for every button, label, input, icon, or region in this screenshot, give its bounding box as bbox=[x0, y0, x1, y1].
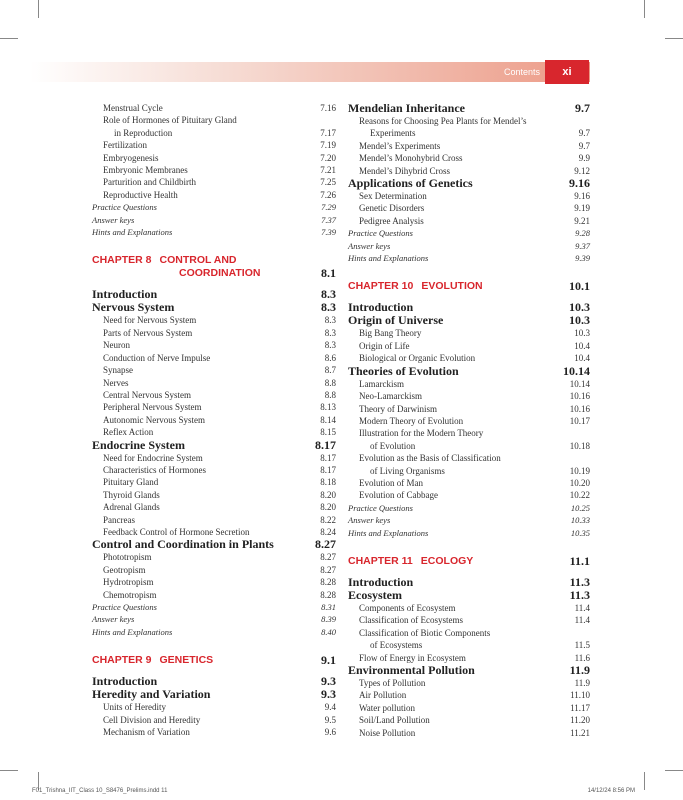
toc-entry-title: Neo-Lamarckism bbox=[359, 391, 422, 402]
toc-entry bbox=[348, 627, 590, 639]
toc-page-number: 7.16 bbox=[320, 103, 336, 113]
toc-chapter-heading bbox=[92, 267, 336, 280]
toc-page-number: 7.26 bbox=[320, 189, 336, 200]
toc-entry-title: Soil/Land Pollution bbox=[359, 715, 430, 726]
toc-page-number: 9.7 bbox=[578, 140, 590, 151]
toc-page-number: 11.3 bbox=[569, 574, 590, 589]
toc-entry-title: Mendel’s Dihybrid Cross bbox=[359, 165, 450, 176]
toc-entry-title: Answer keys bbox=[348, 515, 391, 526]
toc-entry-title: Big Bang Theory bbox=[359, 328, 422, 339]
toc-section-heading bbox=[348, 664, 590, 677]
toc-page-number: 10.19 bbox=[569, 465, 590, 476]
toc-entry-title: Characteristics of Hormones bbox=[103, 464, 206, 475]
toc-page-number: 10.18 bbox=[569, 440, 590, 451]
toc-page-number: 8.8 bbox=[324, 377, 336, 388]
toc-entry bbox=[92, 726, 336, 738]
toc-entry-title: Fertilization bbox=[103, 140, 147, 151]
toc-page-number: 7.20 bbox=[320, 152, 336, 163]
toc-page-number: 11.3 bbox=[569, 587, 590, 602]
toc-entry bbox=[92, 114, 336, 126]
toc-page-number: 11.20 bbox=[570, 715, 590, 726]
page-number: xi bbox=[545, 60, 589, 84]
toc-back-matter-entry bbox=[92, 201, 336, 213]
toc-entry-title: Introduction bbox=[348, 300, 414, 315]
footer-file-info: F01_Trishna_IIT_Class 10_S8476_Prelims.indd 11 bbox=[32, 788, 168, 794]
toc-entry-title: Evolution of Man bbox=[359, 477, 423, 488]
toc-back-matter-entry bbox=[92, 626, 336, 638]
toc-section-heading bbox=[348, 589, 590, 602]
toc-entry-title: Practice Questions bbox=[348, 228, 413, 239]
toc-entry bbox=[348, 639, 590, 651]
toc-back-matter-entry bbox=[348, 502, 590, 514]
toc-entry bbox=[348, 440, 590, 452]
toc-entry bbox=[92, 476, 336, 488]
toc-page-number: 9.4 bbox=[324, 702, 336, 713]
toc-entry bbox=[348, 140, 590, 152]
toc-entry-title: Practice Questions bbox=[348, 502, 413, 513]
spacer bbox=[92, 238, 336, 254]
toc-page-number: 8.3 bbox=[324, 340, 336, 351]
toc-chapter-heading bbox=[348, 555, 590, 568]
toc-entry-title: Components of Ecosystem bbox=[359, 602, 456, 613]
toc-entry bbox=[348, 352, 590, 364]
toc-section-heading bbox=[348, 365, 590, 378]
toc-page-number: 8.3 bbox=[321, 287, 336, 302]
toc-page-number: 11.10 bbox=[570, 690, 590, 701]
toc-entry bbox=[92, 364, 336, 376]
toc-entry bbox=[92, 164, 336, 176]
chapter-title: GENETICS bbox=[159, 654, 214, 667]
toc-entry-title: Need for Nervous System bbox=[103, 315, 197, 326]
toc-page-number: 11.17 bbox=[570, 702, 590, 713]
toc-page-number: 9.16 bbox=[569, 176, 590, 191]
toc-entry-title: Hints and Explanations bbox=[92, 626, 173, 637]
toc-entry-title: of Evolution bbox=[370, 440, 416, 451]
toc-entry bbox=[348, 702, 590, 714]
toc-page-number: 9.16 bbox=[574, 191, 590, 202]
toc-entry bbox=[92, 426, 336, 438]
toc-entry bbox=[348, 202, 590, 214]
toc-entry bbox=[92, 452, 336, 464]
toc-entry-title: Need for Endocrine System bbox=[103, 452, 203, 463]
toc-entry-title: of Living Organisms bbox=[370, 465, 445, 476]
toc-page-number: 8.17 bbox=[315, 437, 336, 452]
toc-entry-title: Origin of Life bbox=[359, 340, 410, 351]
toc-page-number: 10.17 bbox=[569, 415, 590, 426]
toc-entry-title: Role of Hormones of Pituitary Gland bbox=[103, 115, 237, 126]
toc-page-number: 10.14 bbox=[563, 363, 590, 378]
toc-chapter-heading bbox=[92, 654, 336, 667]
chapter-number: CHAPTER 10 bbox=[348, 280, 414, 293]
toc-page-number: 9.21 bbox=[574, 215, 590, 226]
toc-page-number: 8.39 bbox=[321, 614, 336, 625]
toc-page-number: 8.28 bbox=[320, 577, 336, 588]
toc-page-number: 11.1 bbox=[569, 553, 590, 568]
chapter-title: CONTROL AND bbox=[159, 254, 237, 267]
toc-back-matter-entry bbox=[348, 240, 590, 252]
toc-page-number: 9.19 bbox=[574, 203, 590, 214]
toc-page-number: 10.22 bbox=[569, 490, 590, 501]
toc-entry-title: Pituitary Gland bbox=[103, 477, 159, 488]
toc-entry-title: Introduction bbox=[348, 574, 414, 589]
toc-page-number: 10.35 bbox=[570, 527, 590, 538]
toc-entry-title: Autonomic Nervous System bbox=[103, 414, 205, 425]
toc-entry-title: Hydrotropism bbox=[103, 577, 154, 588]
toc-entry-title: Hints and Explanations bbox=[92, 227, 173, 238]
toc-page-number: 8.6 bbox=[324, 352, 336, 363]
toc-page-number: 8.27 bbox=[315, 537, 336, 552]
toc-entry-title: Synapse bbox=[103, 365, 133, 376]
toc-entry bbox=[92, 401, 336, 413]
toc-entry-title: Introduction bbox=[92, 674, 158, 689]
toc-back-matter-entry bbox=[92, 613, 336, 625]
toc-page-number: 9.3 bbox=[321, 674, 336, 689]
toc-entry bbox=[92, 127, 336, 139]
crop-mark bbox=[0, 38, 18, 39]
toc-entry bbox=[92, 327, 336, 339]
toc-section-heading bbox=[348, 102, 590, 115]
crop-mark bbox=[665, 38, 683, 39]
toc-page-number: 10.4 bbox=[574, 353, 590, 364]
toc-entry bbox=[348, 427, 590, 439]
toc-entry-title: Evolution of Cabbage bbox=[359, 490, 438, 501]
toc-page-number: 10.1 bbox=[569, 279, 590, 294]
chapter-number: CHAPTER 11 bbox=[348, 554, 413, 567]
toc-entry-title: Environmental Pollution bbox=[348, 663, 475, 677]
toc-page-number: 11.4 bbox=[574, 602, 590, 613]
toc-entry-title: Practice Questions bbox=[92, 602, 157, 612]
toc-entry-title: Origin of Universe bbox=[348, 313, 444, 328]
toc-entry-title: Experiments bbox=[370, 128, 416, 139]
toc-entry bbox=[348, 689, 590, 701]
toc-page-number: 9.37 bbox=[575, 240, 590, 251]
toc-left-column bbox=[92, 102, 336, 738]
crop-mark bbox=[0, 770, 18, 771]
toc-section-heading bbox=[92, 688, 336, 701]
toc-entry-title: Modern Theory of Evolution bbox=[359, 415, 464, 426]
toc-entry-title: Central Nervous System bbox=[103, 389, 191, 400]
toc-page-number: 9.3 bbox=[321, 687, 336, 702]
toc-page-number: 10.33 bbox=[570, 515, 590, 526]
chapter-number: CHAPTER 8 bbox=[92, 254, 152, 267]
toc-page-number: 8.27 bbox=[320, 552, 336, 563]
toc-entry bbox=[92, 189, 336, 201]
toc-entry-title: Hints and Explanations bbox=[348, 527, 429, 538]
toc-page-number: 8.13 bbox=[320, 402, 336, 413]
toc-page-number: 8.31 bbox=[321, 602, 336, 612]
toc-entry bbox=[348, 714, 590, 726]
toc-section-heading bbox=[348, 177, 590, 190]
toc-page-number: 8.18 bbox=[320, 477, 336, 488]
toc-entry-title: Applications of Genetics bbox=[348, 176, 473, 191]
toc-entry-title: Pedigree Analysis bbox=[359, 215, 424, 226]
toc-entry bbox=[348, 152, 590, 164]
crop-mark bbox=[38, 0, 39, 18]
toc-page-number: 8.8 bbox=[324, 389, 336, 400]
toc-page-number: 9.7 bbox=[578, 128, 590, 139]
chapter-number: CHAPTER 9 bbox=[92, 654, 152, 667]
toc-page-number: 7.19 bbox=[320, 140, 336, 151]
toc-entry bbox=[92, 152, 336, 164]
toc-entry bbox=[348, 415, 590, 427]
toc-entry-title bbox=[92, 267, 315, 280]
toc-page-number: 8.27 bbox=[320, 564, 336, 575]
toc-back-matter-entry bbox=[92, 214, 336, 226]
toc-page-number: 7.21 bbox=[320, 165, 336, 176]
toc-page-number: 10.16 bbox=[569, 391, 590, 402]
toc-entry bbox=[92, 339, 336, 351]
toc-entry-title: Endocrine System bbox=[92, 437, 185, 452]
toc-entry bbox=[92, 352, 336, 364]
toc-entry bbox=[92, 464, 336, 476]
toc-page-number: 10.3 bbox=[569, 313, 590, 328]
toc-entry-title: Control and Coordination in Plants bbox=[92, 537, 274, 552]
toc-page-number: 8.28 bbox=[320, 589, 336, 600]
toc-entry-title: Nervous System bbox=[92, 300, 175, 315]
toc-entry-title: Sex Determination bbox=[359, 191, 427, 202]
toc-entry-title: Mechanism of Variation bbox=[103, 727, 190, 738]
toc-entry bbox=[92, 414, 336, 426]
toc-page-number: 8.20 bbox=[320, 502, 336, 513]
toc-page-number: 9.6 bbox=[324, 727, 336, 738]
toc-entry-title: Biological or Organic Evolution bbox=[359, 353, 476, 364]
toc-section-heading bbox=[92, 538, 336, 551]
toc-entry bbox=[348, 465, 590, 477]
toc-entry-title: Reflex Action bbox=[103, 427, 154, 438]
toc-entry-title: Heredity and Variation bbox=[92, 687, 211, 702]
toc-page-number: 9.1 bbox=[321, 653, 336, 668]
toc-page-number: 7.25 bbox=[320, 177, 336, 188]
toc-entry bbox=[92, 514, 336, 526]
toc-entry-title: Reproductive Health bbox=[103, 189, 178, 200]
toc-entry-title: Neuron bbox=[103, 340, 130, 351]
toc-entry bbox=[348, 403, 590, 415]
toc-entry-title: in Reproduction bbox=[114, 127, 173, 138]
toc-page-number: 8.22 bbox=[320, 514, 336, 525]
toc-entry bbox=[348, 602, 590, 614]
toc-entry bbox=[348, 390, 590, 402]
toc-entry bbox=[92, 564, 336, 576]
toc-entry bbox=[92, 489, 336, 501]
toc-entry bbox=[92, 176, 336, 188]
toc-entry-title: Embryogenesis bbox=[103, 152, 159, 163]
toc-entry-title: Reasons for Choosing Pea Plants for Mendel’s bbox=[359, 116, 527, 126]
spacer bbox=[348, 264, 590, 280]
toc-entry bbox=[348, 489, 590, 501]
toc-entry-title: Classification of Ecosystems bbox=[359, 615, 463, 626]
toc-entry-title: Theory of Darwinism bbox=[359, 403, 437, 414]
toc-entry-title: Nerves bbox=[103, 377, 129, 388]
toc-page-number: 10.25 bbox=[570, 502, 590, 513]
toc-page-number: 8.7 bbox=[324, 365, 336, 376]
toc-entry-title: Adrenal Glands bbox=[103, 502, 160, 513]
toc-back-matter-entry bbox=[92, 601, 336, 613]
toc-entry bbox=[92, 389, 336, 401]
toc-section-heading bbox=[92, 439, 336, 452]
toc-entry-title: of Ecosystems bbox=[370, 640, 423, 651]
toc-page-number: 8.3 bbox=[324, 327, 336, 338]
toc-chapter-heading bbox=[348, 280, 590, 293]
toc-entry bbox=[348, 677, 590, 689]
toc-entry bbox=[348, 452, 590, 464]
toc-entry bbox=[348, 378, 590, 390]
toc-page-number: 10.3 bbox=[569, 300, 590, 315]
toc-entry bbox=[92, 551, 336, 563]
toc-entry-title: Mendel’s Experiments bbox=[359, 140, 441, 151]
toc-entry-title: Classification of Biotic Components bbox=[359, 627, 491, 638]
toc-page-number: 11.6 bbox=[574, 652, 590, 663]
toc-back-matter-entry bbox=[348, 227, 590, 239]
spacer bbox=[348, 539, 590, 555]
toc-back-matter-entry bbox=[348, 252, 590, 264]
toc-page-number: 7.37 bbox=[321, 214, 336, 225]
toc-entry-title: Answer keys bbox=[92, 614, 135, 625]
toc-section-heading bbox=[348, 314, 590, 327]
toc-entry-title bbox=[348, 280, 563, 293]
chapter-title: EVOLUTION bbox=[421, 280, 483, 293]
toc-entry-title: Introduction bbox=[92, 287, 158, 302]
toc-entry bbox=[92, 501, 336, 513]
toc-entry bbox=[348, 340, 590, 352]
toc-entry-title: Genetic Disorders bbox=[359, 203, 425, 214]
toc-entry-title: Menstrual Cycle bbox=[103, 103, 163, 113]
toc-entry-title bbox=[348, 555, 564, 568]
toc-back-matter-entry bbox=[92, 226, 336, 238]
toc-entry-title: Evolution as the Basis of Classification bbox=[359, 453, 501, 464]
toc-entry-title: Types of Pollution bbox=[359, 678, 426, 688]
toc-chapter-heading bbox=[92, 254, 336, 267]
toc-page-number: 8.40 bbox=[321, 626, 336, 637]
toc-page-number: 9.12 bbox=[574, 165, 590, 176]
crop-mark bbox=[644, 0, 645, 18]
toc-page-number: 7.29 bbox=[321, 202, 336, 213]
toc-page-number: 11.9 bbox=[574, 678, 590, 688]
toc-page-number: 9.9 bbox=[578, 153, 590, 164]
toc-entry-title bbox=[92, 254, 330, 267]
crop-mark bbox=[665, 770, 683, 771]
toc-entry-title: Cell Division and Heredity bbox=[103, 714, 201, 725]
toc-entry-title: Water pollution bbox=[359, 702, 416, 713]
toc-entry-title: Lamarckism bbox=[359, 378, 404, 389]
toc-back-matter-entry bbox=[348, 527, 590, 539]
toc-entry bbox=[92, 377, 336, 389]
toc-section-heading bbox=[92, 301, 336, 314]
toc-entry-title: Answer keys bbox=[348, 240, 391, 251]
toc-entry-title: Parts of Nervous System bbox=[103, 327, 193, 338]
toc-page-number: 10.16 bbox=[569, 403, 590, 414]
toc-page-number: 10.4 bbox=[574, 340, 590, 351]
toc-entry-title: Conduction of Nerve Impulse bbox=[103, 352, 211, 363]
toc-entry bbox=[348, 727, 590, 739]
toc-entry-title bbox=[92, 654, 315, 667]
toc-entry bbox=[348, 115, 590, 127]
toc-page-number: 8.3 bbox=[321, 300, 336, 315]
toc-entry-title: Feedback Control of Hormone Secretion bbox=[103, 526, 250, 537]
chapter-title: ECOLOGY bbox=[420, 554, 474, 567]
toc-page-number: 9.28 bbox=[575, 228, 590, 239]
toc-page-number: 9.5 bbox=[324, 714, 336, 725]
toc-entry bbox=[348, 614, 590, 626]
toc-page-number: 7.17 bbox=[320, 127, 336, 138]
toc-entry bbox=[92, 139, 336, 151]
toc-entry-title: Thyroid Glands bbox=[103, 489, 160, 500]
toc-page-number: 10.3 bbox=[574, 328, 590, 339]
toc-entry-title: Pancreas bbox=[103, 514, 135, 525]
toc-entry bbox=[348, 190, 590, 202]
toc-entry bbox=[92, 102, 336, 114]
chapter-title: COORDINATION bbox=[179, 267, 261, 280]
toc-entry-title: Mendelian Inheritance bbox=[348, 101, 465, 115]
toc-entry bbox=[92, 576, 336, 588]
toc-page-number: 11.5 bbox=[574, 640, 590, 651]
toc-page-number: 8.15 bbox=[320, 427, 336, 438]
toc-page-number: 8.14 bbox=[320, 414, 336, 425]
toc-page-number: 11.9 bbox=[569, 663, 590, 677]
toc-page-number: 11.21 bbox=[570, 727, 590, 738]
toc-entry-title: Hints and Explanations bbox=[348, 253, 429, 264]
toc-entry-title: Mendel’s Monohybrid Cross bbox=[359, 153, 463, 164]
toc-entry-title: Units of Heredity bbox=[103, 702, 166, 713]
toc-entry bbox=[348, 127, 590, 139]
toc-page-number: 8.3 bbox=[324, 315, 336, 326]
toc-entry bbox=[92, 701, 336, 713]
toc-page-number: 10.14 bbox=[569, 378, 590, 389]
toc-entry-title: Flow of Energy in Ecosystem bbox=[359, 652, 466, 663]
toc-entry-title: Chemotropism bbox=[103, 589, 157, 600]
crop-mark bbox=[644, 772, 645, 790]
toc-entry-title: Parturition and Childbirth bbox=[103, 177, 196, 188]
toc-entry bbox=[348, 215, 590, 227]
toc-entry-title: Geotropism bbox=[103, 564, 146, 575]
toc-entry bbox=[348, 327, 590, 339]
toc-entry-title: Illustration for the Modern Theory bbox=[359, 428, 484, 439]
toc-entry-title: Embryonic Membranes bbox=[103, 165, 188, 176]
toc-page-number: 11.4 bbox=[574, 615, 590, 626]
toc-right-column bbox=[348, 102, 590, 739]
toc-entry-title: Practice Questions bbox=[92, 202, 157, 213]
toc-entry bbox=[92, 589, 336, 601]
toc-entry-title: Peripheral Nervous System bbox=[103, 402, 202, 413]
toc-entry bbox=[92, 714, 336, 726]
toc-entry-title: Phototropism bbox=[103, 552, 152, 563]
toc-back-matter-entry bbox=[348, 514, 590, 526]
toc-page-number: 8.24 bbox=[320, 526, 336, 537]
toc-page-number: 10.20 bbox=[569, 477, 590, 488]
toc-entry bbox=[92, 314, 336, 326]
spacer bbox=[92, 638, 336, 654]
toc-page-number: 8.1 bbox=[321, 266, 336, 281]
footer-timestamp: 14/12/24 8:56 PM bbox=[587, 788, 635, 794]
toc-entry bbox=[348, 477, 590, 489]
toc-entry-title: Noise Pollution bbox=[359, 727, 416, 738]
toc-page-number: 9.39 bbox=[575, 253, 590, 264]
toc-entry-title: Answer keys bbox=[92, 214, 135, 225]
toc-page-number: 8.20 bbox=[320, 489, 336, 500]
toc-page-number: 7.39 bbox=[321, 227, 336, 238]
toc-entry-title: Theories of Evolution bbox=[348, 363, 459, 378]
toc-page-number: 8.17 bbox=[320, 452, 336, 463]
toc-page-number: 8.17 bbox=[320, 464, 336, 475]
toc-entry-title: Air Pollution bbox=[359, 690, 407, 701]
header-title: Contents bbox=[504, 67, 541, 77]
toc-page-number: 9.7 bbox=[575, 101, 590, 115]
toc-entry-title: Ecosystem bbox=[348, 587, 402, 602]
